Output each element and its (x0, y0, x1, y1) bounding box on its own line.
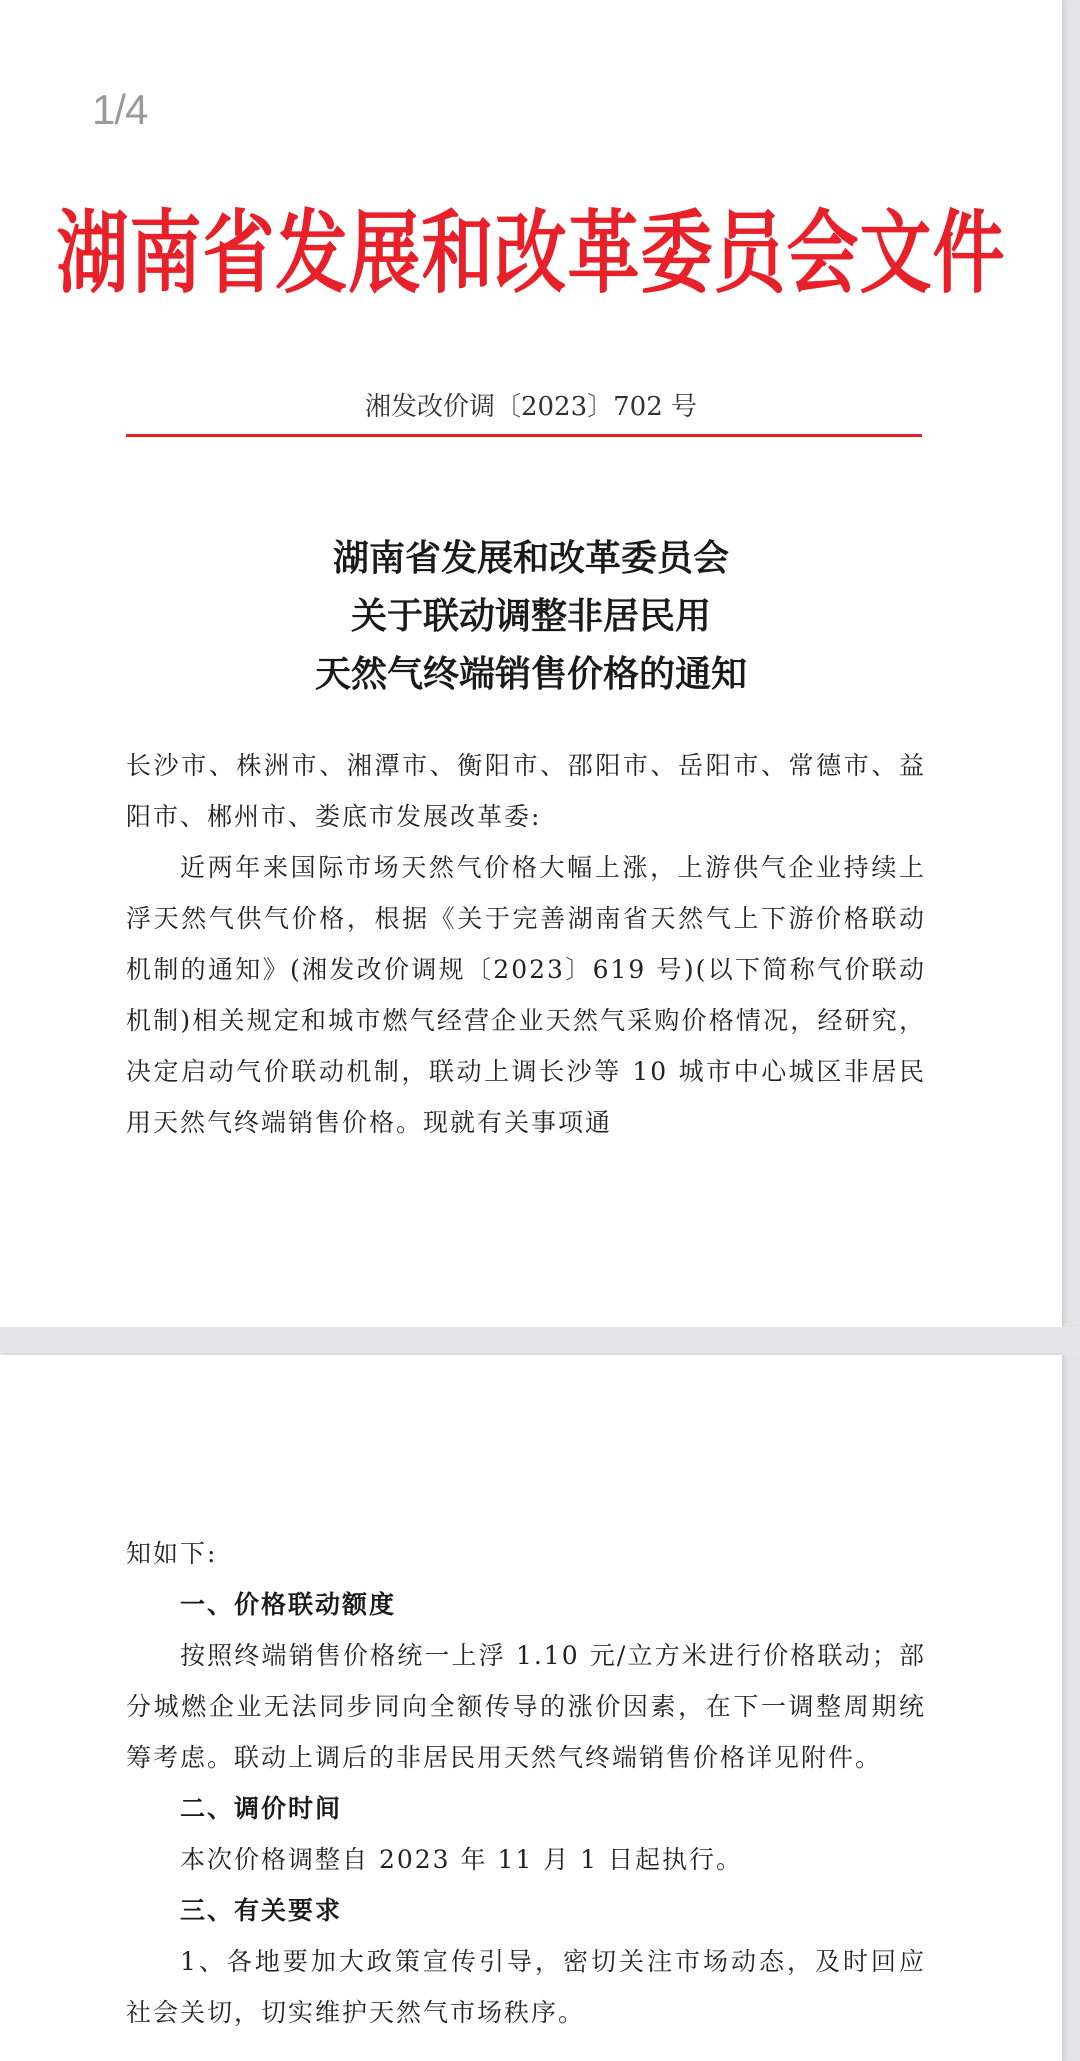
section-paragraph-1: 按照终端销售价格统一上浮 1.10 元/立方米进行价格联动；部分城燃企业无法同步同向全额传导的涨价因素，在下一调整周期统筹考虑。联动上调后的非居民用天然气终端销售价格详见附件。 (126, 1641, 926, 1772)
addressee-paragraph: 长沙市、株洲市、湘潭市、衡阳市、邵阳市、岳阳市、常德市、益阳市、郴州市、娄底市发展改革委: (126, 751, 926, 831)
section-paragraph-2: 本次价格调整自 2023 年 11 月 1 日起执行。 (180, 1845, 744, 1874)
section-heading-1: 一、价格联动额度 (180, 1590, 397, 1619)
body-paragraph: 近两年来国际市场天然气价格大幅上涨，上游供气企业持续上浮天然气供气价格，根据《关于完善湖南省天然气上下游价格联动机制的通知》(湘发改价调规〔2023〕619 号)(以下简称气价联动机制)相关规定和城市燃气经营企业天然气采购价格情况，经研究，决定启动气价联动机制，联动上调长沙等 10 城市中心城区非居民用天然气终端销售价格。现就有关事项通 (126, 853, 926, 1137)
notice-title-line: 湖南省发展和改革委员会 (332, 538, 729, 579)
notice-title-line: 天然气终端销售价格的通知 (314, 654, 747, 695)
section-heading-2: 二、调价时间 (180, 1794, 343, 1823)
section-paragraph-3: 1、各地要加大政策宣传引导，密切关注市场动态，及时回应社会关切，切实维护天然气市场秩序。 (126, 1947, 926, 2027)
section-heading-3: 三、有关要求 (180, 1896, 343, 1925)
red-header-title: 湖南省发展和改革委员会文件 (56, 200, 1006, 305)
page1-body (126, 740, 926, 1148)
document-page-2 (0, 1355, 1062, 2061)
page-gap (0, 1327, 1080, 1355)
red-divider-line (126, 434, 922, 437)
notice-title (0, 530, 1062, 704)
document-number: 湘发改价调〔2023〕702 号 (364, 392, 698, 422)
page-counter: 1/4 (92, 86, 148, 133)
notice-title-line: 关于联动调整非居民用 (350, 596, 711, 637)
continuation-text: 知如下: (126, 1539, 218, 1568)
page2-body (126, 1528, 926, 2038)
